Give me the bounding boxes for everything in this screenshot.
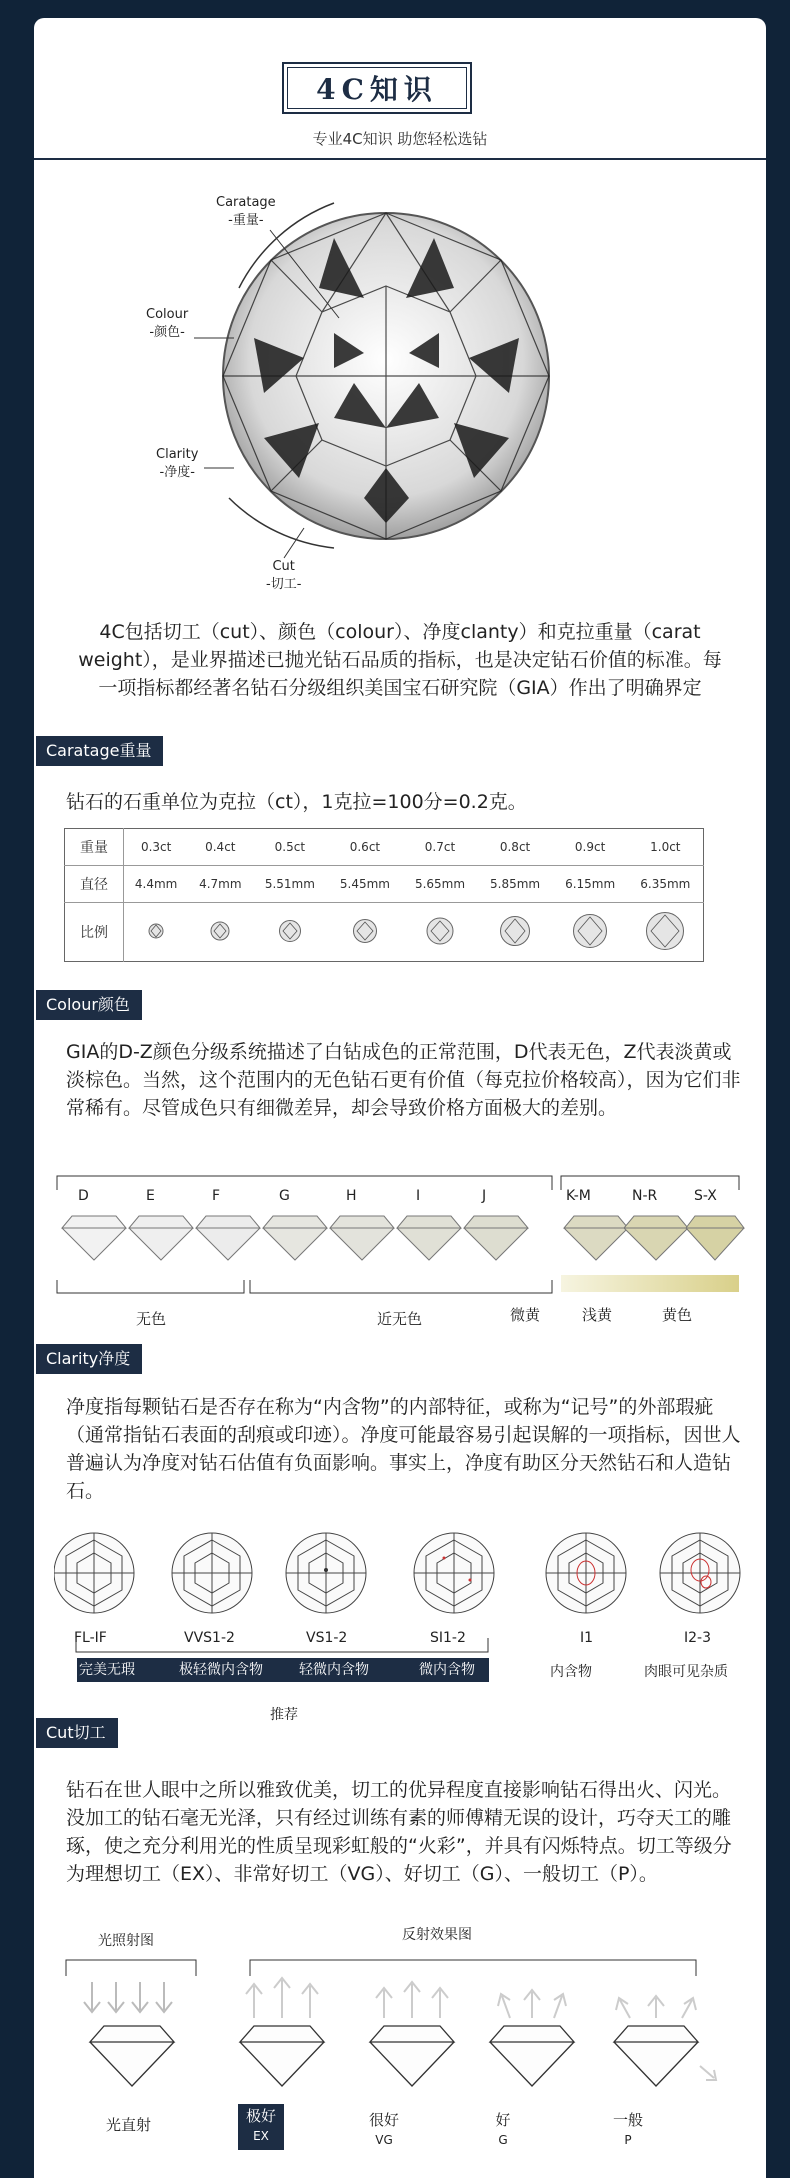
label-colour-en: Colour <box>146 307 189 322</box>
clarity-extra-label: 内含物 <box>550 1664 592 1680</box>
clarity-grade: VVS1-2 <box>184 1630 235 1646</box>
page-title: 4C知识 <box>287 67 467 109</box>
carat-diameter-cell: 4.4mm <box>124 866 189 903</box>
carat-weight-cell: 0.5ct <box>252 829 327 866</box>
clarity-bar-label: 完美无瑕 <box>79 1662 135 1678</box>
carat-weight-cell: 0.4ct <box>188 829 252 866</box>
carat-scale-cell <box>553 903 628 962</box>
cut-item-p-en: P <box>624 2133 632 2147</box>
carat-weight-cell: 0.9ct <box>553 829 628 866</box>
diamond-icon <box>208 919 232 943</box>
cut-item-ex-en: EX <box>253 2129 269 2143</box>
colour-heading: Colour颜色 <box>36 990 142 1020</box>
carat-diameter-cell: 5.51mm <box>252 866 327 903</box>
label-caratage <box>216 194 276 230</box>
carat-scale-cell <box>327 903 402 962</box>
diamond-icon <box>129 1216 193 1260</box>
carat-weight-cell: 0.3ct <box>124 829 189 866</box>
title-divider <box>34 158 766 160</box>
carat-row-scale <box>65 903 704 962</box>
colour-grade: F <box>212 1188 221 1204</box>
cut-reflection-diagrams <box>64 1946 744 2096</box>
carat-scale-cell <box>402 903 477 962</box>
cut-item-g-en: G <box>498 2133 508 2147</box>
carat-scale-cell <box>478 903 553 962</box>
label-caratage-en: Caratage <box>216 195 276 210</box>
carat-diameter-cell: 4.7mm <box>188 866 252 903</box>
diamond-icon <box>330 1216 394 1260</box>
diamond-icon <box>498 914 532 948</box>
diamond-icon <box>172 1533 252 1613</box>
colour-grade: H <box>346 1188 357 1204</box>
clarity-bar-label: 极轻微内含物 <box>179 1662 263 1678</box>
cut-heading: Cut切工 <box>36 1718 118 1748</box>
content-card <box>34 18 766 2178</box>
colour-grade: I <box>416 1188 421 1204</box>
diamond-icon <box>660 1533 740 1613</box>
carat-scale-cell <box>124 903 189 962</box>
diamond-icon <box>425 916 455 946</box>
colour-grade: E <box>146 1188 155 1204</box>
cut-item-ex-cn: 极好 <box>245 2107 276 2125</box>
carat-row-label: 重量 <box>65 829 124 866</box>
clarity-diamonds <box>54 1528 754 1620</box>
carat-row-diameter <box>65 866 704 903</box>
colour-grade: N-R <box>632 1188 658 1204</box>
caratage-heading: Caratage重量 <box>36 736 163 766</box>
carat-row-weight <box>65 829 704 866</box>
clarity-text: 净度指每颗钻石是否存在称为“内含物”的内部特征，或称为“记号”的外部瑕疵（通常指钻石表面的刮痕或印迹）。净度可能最容易引起误解的一项指标，因世人普遍认为净度对钻石估值有负面影响。事实上，净度有助区分天然钻石和人造钻石。 <box>66 1396 741 1502</box>
clarity-bracket <box>74 1638 494 1658</box>
clarity-grade: FL-IF <box>74 1630 107 1646</box>
colour-text: GIA的D-Z颜色分级系统描述了白钻成色的正常范围，D代表无色，Z代表淡黄或淡棕色。当然，这个范围内的无色钻石更有价值（每克拉价格较高），因为它们非常稀有。尽管成色只有细微差异，却会导致价格方面极大的差别。 <box>66 1041 741 1119</box>
intro-text: 4C包括切工（cut）、颜色（colour）、净度clanty）和克拉重量（carat weight），是业界描述已抛光钻石品质的指标，也是决定钻石价值的标准。每一项指标都经著名钻石分级组织美国宝石研究院（GIA）作出了明确界定 <box>78 621 722 699</box>
caratage-text: 钻石的石重单位为克拉（ct），1克拉=100分=0.2克。 <box>66 791 527 813</box>
diamond-icon <box>54 1533 134 1613</box>
diamond-icon <box>240 2026 324 2086</box>
clarity-bar-label: 微内含物 <box>419 1662 475 1678</box>
diamond-icon <box>263 1216 327 1260</box>
yellow-gradient-bar <box>561 1275 739 1292</box>
diamond-icon <box>624 1216 688 1260</box>
carat-diameter-cell: 5.85mm <box>478 866 553 903</box>
colour-group: 浅黄 <box>582 1306 613 1324</box>
cut-item-g-cn: 好 <box>495 2111 511 2129</box>
carat-row-label: 比例 <box>65 903 124 962</box>
cut-text: 钻石在世人眼中之所以雅致优美，切工的优异程度直接影响钻石得出火、闪光。没加工的钻石毫无光泽，只有经过训练有素的师傅精无误的设计，巧夺天工的雕琢，使之充分利用光的性质呈现彩虹般的“火彩”，并具有闪烁特点。切工等级分为理想切工（EX）、非常好切工（VG）、好切工（G）、一般切工（P）。 <box>66 1779 732 1885</box>
clarity-grade: VS1-2 <box>306 1630 348 1646</box>
carat-scale-cell <box>252 903 327 962</box>
diamond-icon <box>146 921 166 941</box>
diamond-icon <box>62 1216 126 1260</box>
carat-table <box>64 828 704 962</box>
colour-group: 黄色 <box>662 1306 693 1324</box>
light-arrows <box>84 1982 172 2012</box>
label-cut-en: Cut <box>272 559 295 574</box>
diamond-icon <box>614 2026 698 2086</box>
page-subtitle: 专业4C知识 助您轻松选钻 <box>312 130 488 148</box>
label-colour-cn: -颜色- <box>149 325 185 340</box>
colour-diamonds <box>62 1216 744 1260</box>
clarity-heading: Clarity净度 <box>36 1344 142 1374</box>
colour-group: 无色 <box>136 1310 167 1328</box>
colour-group: 微黄 <box>510 1306 541 1324</box>
carat-weight-cell: 0.7ct <box>402 829 477 866</box>
cut-item-g <box>488 2110 518 2150</box>
colour-grade: J <box>482 1188 487 1204</box>
hero-diamond-illustration <box>34 168 766 598</box>
cut-item-ex <box>238 2104 284 2150</box>
cut-item-vg <box>364 2110 404 2150</box>
colour-grade: G <box>279 1188 290 1204</box>
colour-grade: K-M <box>566 1188 591 1204</box>
cut-item-p <box>608 2110 648 2150</box>
carat-weight-cell: 0.8ct <box>478 829 553 866</box>
diamond-icon <box>686 1216 744 1260</box>
diamond-icon <box>546 1533 626 1613</box>
label-cut <box>266 558 301 594</box>
diamond-icon <box>464 1216 528 1260</box>
carat-diameter-cell: 5.65mm <box>402 866 477 903</box>
diamond-icon <box>286 1533 366 1613</box>
carat-scale-cell <box>628 903 704 962</box>
clarity-grade: I1 <box>580 1630 594 1646</box>
diamond-icon <box>277 918 303 944</box>
clarity-extra-label: 肉眼可见杂质 <box>644 1664 728 1680</box>
carat-scale-cell <box>188 903 252 962</box>
diamond-icon <box>90 2026 174 2086</box>
label-colour <box>146 306 188 342</box>
colour-grade: S-X <box>694 1188 717 1204</box>
diamond-icon <box>397 1216 461 1260</box>
label-caratage-cn: -重量- <box>228 213 264 228</box>
clarity-grade: SI1-2 <box>430 1630 466 1646</box>
diamond-icon <box>414 1533 494 1613</box>
cut-item-p-cn: 一般 <box>612 2111 643 2129</box>
diamond-icon <box>490 2026 574 2086</box>
cut-item-vg-en: VG <box>375 2133 393 2147</box>
clarity-recommend-bar <box>77 1658 489 1682</box>
label-clarity-cn: -净度- <box>159 465 195 480</box>
diamond-icon <box>196 1216 260 1260</box>
clarity-grade: I2-3 <box>684 1630 711 1646</box>
colour-grade-row <box>54 1188 754 1208</box>
cut-item-vg-cn: 很好 <box>368 2111 399 2129</box>
carat-diameter-cell: 6.15mm <box>553 866 628 903</box>
carat-diameter-cell: 5.45mm <box>327 866 402 903</box>
colour-group-row <box>54 1308 754 1330</box>
carat-diameter-cell: 6.35mm <box>628 866 704 903</box>
label-clarity <box>156 446 198 482</box>
diamond-icon <box>571 912 609 950</box>
label-clarity-en: Clarity <box>156 447 199 462</box>
diamond-icon <box>644 910 686 952</box>
title-frame <box>282 62 472 114</box>
colour-group: 近无色 <box>377 1310 423 1328</box>
label-cut-cn: -切工- <box>266 577 302 592</box>
light-diagram-label: 光照射图 <box>98 1933 154 1949</box>
cut-item-direct: 光直射 <box>106 2116 152 2134</box>
carat-weight-cell: 0.6ct <box>327 829 402 866</box>
carat-row-label: 直径 <box>65 866 124 903</box>
diamond-icon <box>564 1216 628 1260</box>
diamond-icon <box>370 2026 454 2086</box>
clarity-bar-label: 轻微内含物 <box>299 1662 369 1678</box>
colour-grade: D <box>78 1188 89 1204</box>
clarity-recommend-label: 推荐 <box>270 1707 298 1723</box>
carat-weight-cell: 1.0ct <box>628 829 704 866</box>
diamond-icon <box>351 917 379 945</box>
reflect-diagram-label: 反射效果图 <box>402 1927 472 1943</box>
